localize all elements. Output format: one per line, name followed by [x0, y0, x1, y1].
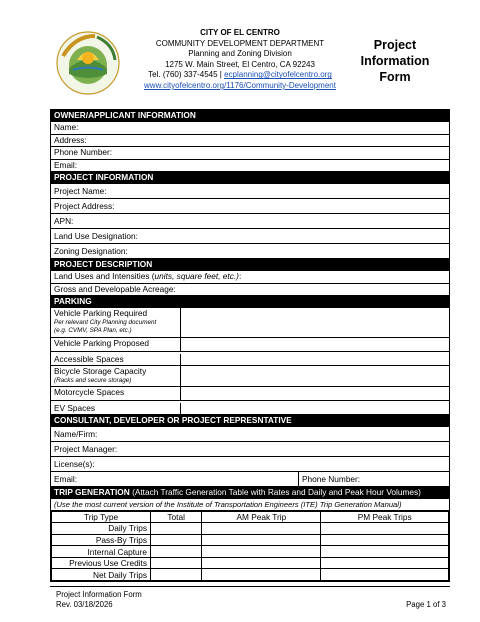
division-name: Planning and Zoning Division: [188, 49, 292, 59]
table-row: [52, 569, 449, 581]
owner-name-field[interactable]: Name:: [51, 122, 449, 135]
ev-label: EV Spaces: [51, 403, 181, 414]
land-uses-colon: :: [238, 271, 242, 281]
trip-am-cell[interactable]: [202, 546, 321, 558]
trip-total-cell[interactable]: [151, 523, 202, 535]
title-line: Information: [360, 54, 430, 68]
bicycle-label: [51, 366, 181, 386]
trip-column-header: PM Peak Trips: [321, 511, 449, 523]
footer-divider: [50, 586, 450, 587]
trip-am-cell[interactable]: [202, 534, 321, 546]
trip-table-header: [52, 511, 449, 523]
parking-required-note: Per relevant City Planning document: [54, 319, 157, 326]
trip-column-header: Total: [151, 511, 202, 523]
trip-pm-cell[interactable]: [321, 569, 449, 581]
accessible-input[interactable]: [181, 354, 449, 365]
table-row: [52, 557, 449, 569]
accessible-row: [51, 352, 449, 366]
trip-total-cell[interactable]: [151, 569, 202, 581]
footer-form-name: Project Information Form: [56, 590, 142, 599]
city-name: CITY OF EL CENTRO: [200, 28, 280, 37]
consultant-name-field[interactable]: Name/Firm:: [51, 427, 449, 442]
trip-column-header: Trip Type: [52, 511, 151, 523]
consultant-section-heading: CONSULTANT, DEVELOPER OR PROJECT REPRESNTATIVE: [51, 415, 449, 427]
trip-row-label: Daily Trips: [52, 523, 151, 535]
parking-proposed-label: Vehicle Parking Proposed: [51, 338, 181, 351]
trip-pm-cell[interactable]: [321, 546, 449, 558]
parking-proposed-input[interactable]: [181, 338, 449, 351]
trip-ite-note: (Use the most current version of the Institute of Transportation Engineers (ITE) Trip Generation Manual): [51, 499, 449, 511]
table-row: [52, 534, 449, 546]
parking-section-heading: PARKING: [51, 296, 449, 308]
ev-input[interactable]: [181, 403, 449, 414]
main-form: [50, 109, 450, 488]
parking-required-input[interactable]: [181, 308, 449, 337]
trip-total-cell[interactable]: [151, 546, 202, 558]
parking-required-label: [51, 308, 181, 337]
parking-proposed-row: [51, 338, 449, 352]
title-line: Form: [379, 70, 411, 84]
project-section-heading: PROJECT INFORMATION: [51, 172, 449, 184]
land-uses-field[interactable]: [51, 271, 449, 284]
parking-required-text: Vehicle Parking Required: [54, 308, 148, 318]
trip-heading-text: TRIP GENERATION: [54, 487, 130, 497]
trip-pm-cell[interactable]: [321, 557, 449, 569]
form-title: [350, 37, 440, 85]
bicycle-note: (Racks and secure storage): [54, 377, 132, 384]
trip-row-label: Net Daily Trips: [52, 569, 151, 581]
title-line: Project: [373, 38, 417, 52]
trip-column-header: AM Peak Trip: [202, 511, 321, 523]
trip-am-cell[interactable]: [202, 523, 321, 535]
parking-required-row: [51, 308, 449, 338]
owner-phone-field[interactable]: Phone Number:: [51, 147, 449, 160]
trip-pm-cell[interactable]: [321, 523, 449, 535]
motorcycle-label: Motorcycle Spaces: [51, 387, 181, 400]
consultant-phone-field[interactable]: Phone Number:: [302, 474, 361, 484]
website-link[interactable]: www.cityofelcentro.org/1176/Community-Development: [144, 80, 336, 90]
license-field[interactable]: License(s):: [51, 457, 449, 472]
bicycle-text: Bicycle Storage Capacity: [54, 366, 147, 376]
consultant-email-field[interactable]: Email:: [51, 472, 299, 487]
email-link[interactable]: ecplanning@cityofelcentro.org: [224, 70, 332, 80]
bicycle-input[interactable]: [181, 366, 449, 386]
motorcycle-input[interactable]: [181, 387, 449, 400]
table-row: [52, 523, 449, 535]
project-address-field[interactable]: Project Address:: [51, 199, 449, 214]
land-uses-hint: units, square feet, etc.): [154, 271, 239, 281]
motorcycle-row: [51, 387, 449, 401]
trip-am-cell[interactable]: [202, 557, 321, 569]
land-uses-label: Land Uses and Intensities (: [54, 271, 155, 281]
apn-field[interactable]: APN:: [51, 214, 449, 229]
trip-row-label: Pass-By Trips: [52, 534, 151, 546]
department-name: COMMUNITY DEVELOPMENT DEPARTMENT: [155, 38, 325, 48]
owner-address-field[interactable]: Address:: [51, 135, 449, 148]
trip-table: [51, 511, 449, 582]
zoning-field[interactable]: Zoning Designation:: [51, 244, 449, 259]
land-use-field[interactable]: Land Use Designation:: [51, 229, 449, 244]
street-address: 1275 W. Main Street, El Centro, CA 92243: [165, 59, 315, 69]
accessible-label: Accessible Spaces: [51, 354, 181, 365]
consultant-contact-row: [51, 472, 449, 487]
footer-revision: Rev. 03/18/2026: [56, 600, 113, 609]
contact-line: [122, 70, 358, 81]
page-number: Page 1 of 3: [406, 600, 446, 609]
bicycle-row: [51, 366, 449, 387]
description-section-heading: PROJECT DESCRIPTION: [51, 259, 449, 271]
trip-section-heading: [51, 487, 449, 499]
trip-heading-note: (Attach Traffic Generation Table with Rates and Daily and Peak Hour Volumes): [132, 487, 421, 497]
footer-left: [56, 590, 142, 610]
parking-required-example: (e.g. CVMV, SPA Plan, etc.): [54, 326, 132, 334]
trip-pm-cell[interactable]: [321, 534, 449, 546]
owner-email-field[interactable]: Email:: [51, 160, 449, 173]
trip-am-cell[interactable]: [202, 569, 321, 581]
department-header: [122, 28, 358, 92]
trip-generation-section: [50, 486, 450, 582]
trip-row-label: Internal Capture: [52, 546, 151, 558]
owner-section-heading: OWNER/APPLICANT INFORMATION: [51, 110, 449, 122]
project-manager-field[interactable]: Project Manager:: [51, 442, 449, 457]
trip-total-cell[interactable]: [151, 534, 202, 546]
city-seal-logo: [55, 30, 121, 96]
project-name-field[interactable]: Project Name:: [51, 184, 449, 199]
trip-total-cell[interactable]: [151, 557, 202, 569]
phone-text: Tel. (760) 337-4545 |: [148, 70, 222, 80]
table-row: [52, 546, 449, 558]
ev-row: [51, 401, 449, 415]
trip-row-label: Previous Use Credits: [52, 557, 151, 569]
acreage-field[interactable]: Gross and Developable Acreage:: [51, 284, 449, 297]
